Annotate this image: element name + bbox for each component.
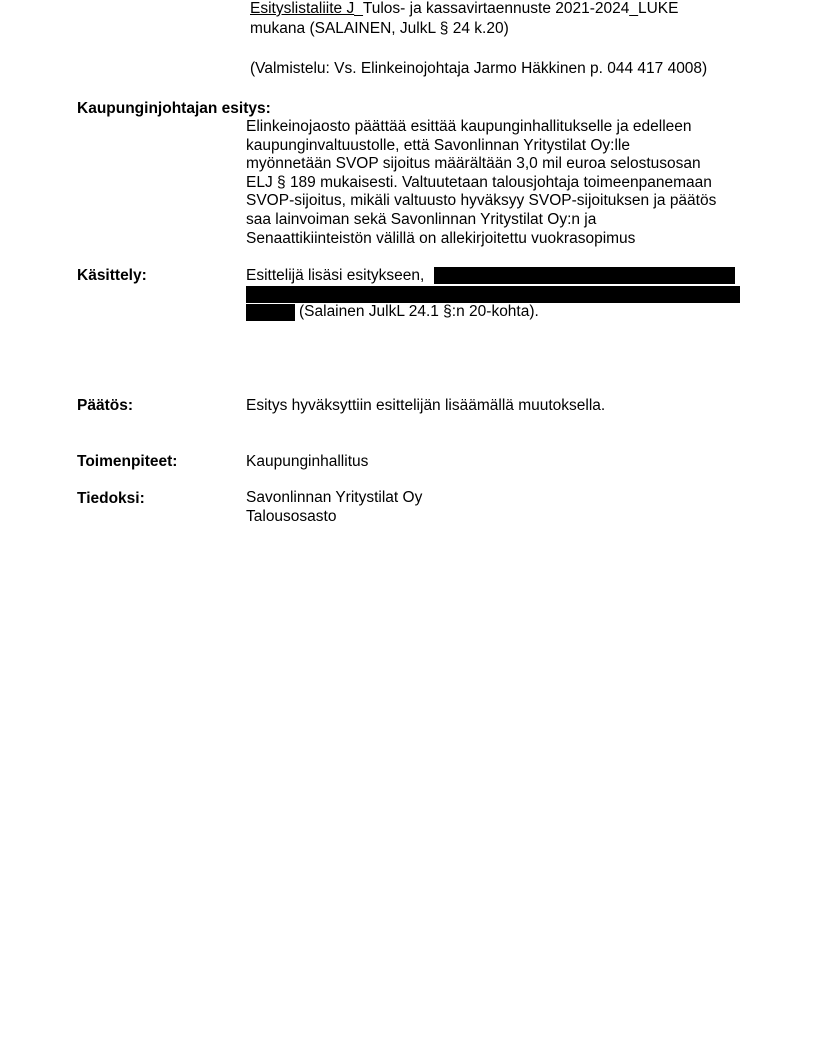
handling-text-start: Esittelijä lisäsi esitykseen, xyxy=(246,267,425,284)
notice-label: Tiedoksi: xyxy=(77,490,145,507)
proposal-line: saa lainvoiman sekä Savonlinnan Yritystilat Oy:n ja xyxy=(246,210,597,228)
preparation-note: (Valmistelu: Vs. Elinkeinojohtaja Jarmo Häkkinen p. 044 417 4008) xyxy=(250,60,708,77)
redaction-block xyxy=(246,304,295,321)
handling-label: Käsittely: xyxy=(77,267,147,284)
proposal-line: Elinkeinojaosto päättää esittää kaupunginhallitukselle ja edelleen xyxy=(246,118,692,135)
redaction-block xyxy=(434,267,735,284)
notice-list xyxy=(246,489,422,526)
decision-text: Esitys hyväksyttiin esittelijän lisäämällä muutoksella. xyxy=(246,397,606,414)
proposal-line: Senaattikiinteistön välillä on allekirjoitettu vuokrasopimus xyxy=(246,229,636,247)
handling-line-1 xyxy=(246,267,424,285)
redaction-block xyxy=(246,286,740,303)
attachment-title: _Tulos- ja kassavirtaennuste 2021-2024_LUKE xyxy=(354,0,679,17)
proposal-body xyxy=(246,118,716,248)
actions-label: Toimenpiteet: xyxy=(77,453,178,470)
proposal-line: SVOP-sijoitus, mikäli valtuusto hyväksyy SVOP-sijoituksen ja päätös xyxy=(246,192,717,210)
attachment-line-1 xyxy=(250,0,678,18)
actions-text: Kaupunginhallitus xyxy=(246,453,369,470)
proposal-line: myönnetään SVOP sijoitus määrältään 3,0 mil euroa selostusosan xyxy=(246,155,701,173)
notice-item: Savonlinnan Yritystilat Oy xyxy=(246,489,423,506)
handling-text-end: (Salainen JulkL 24.1 §:n 20-kohta). xyxy=(299,303,539,320)
attachment-line-2: mukana (SALAINEN, JulkL § 24 k.20) xyxy=(250,20,509,37)
proposal-label: Kaupunginjohtajan esitys: xyxy=(77,100,271,117)
decision-label: Päätös: xyxy=(77,397,133,414)
proposal-line: ELJ § 189 mukaisesti. Valtuutetaan talousjohtaja toimeenpanemaan xyxy=(246,173,712,191)
notice-item: Talousosasto xyxy=(246,507,337,525)
proposal-line: kaupunginvaltuustolle, että Savonlinnan Yritystilat Oy:lle xyxy=(246,136,630,154)
attachment-link[interactable]: Esityslistaliite J xyxy=(250,0,355,17)
